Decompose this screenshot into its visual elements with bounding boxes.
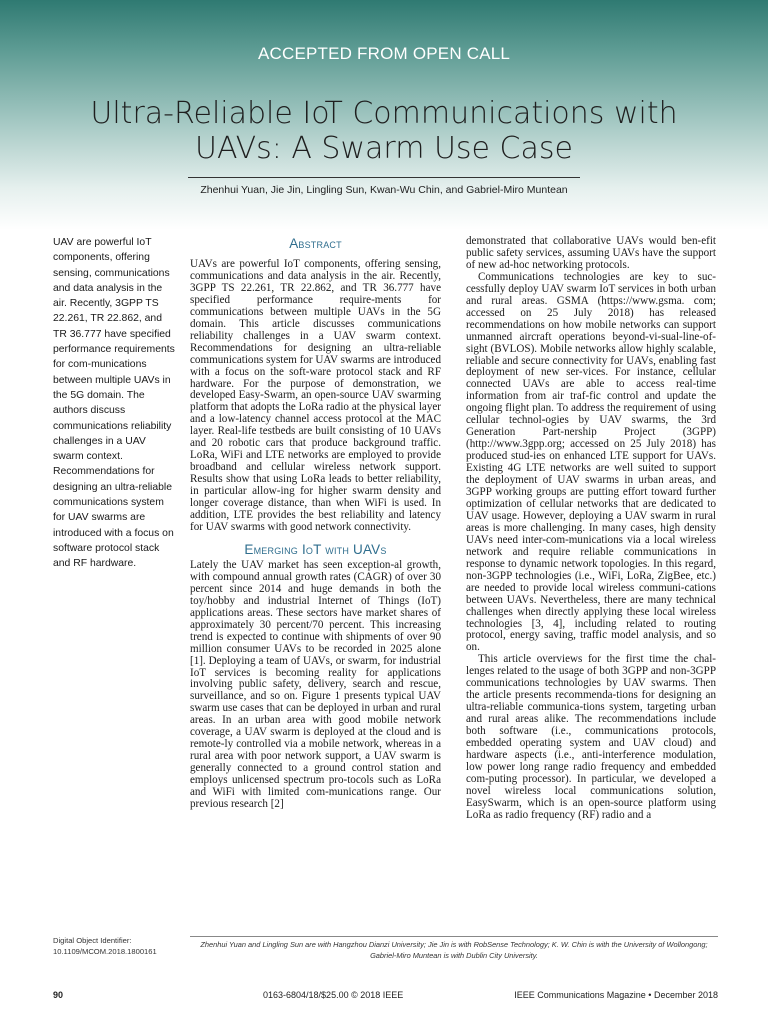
title-line-1: Ultra-Reliable IoT Communications with <box>90 96 678 131</box>
page-number: 90 <box>53 990 64 1000</box>
doi-block <box>53 935 183 957</box>
body-paragraph: Lately the UAV market has seen exception-al growth, with compound annual growth rates (CAGR) of over 30 percent since 2014 and huge demands in both the toy/hobby and industrial Internet of Things (IoT) applications areas. These sectors have market shares of approximately 30 percent/70 percent. This increasing trend is expected to continue with shipments of over 90 million consumer UAVs to be recorded in 2025 alone [1]. Deploying a team of UAVs, or swarm, for industrial IoT services is becoming reality for applications involving public safety, delivery, search and rescue, surveillance, and so on. Figure 1 presents typical UAV swarm use cases that can be deployed in urban and rural areas. In an urban area with good mobile network coverage, a UAV swarm is deployed at the cloud and is remote-ly controlled via a mobile network, whereas in a rural area with poor network support, a UAV swarm is generally connected to a ground control station and employs unlicensed spectrum pro-tocols such as LoRa and WiFi with limited com-munications range. Our previous research [2] <box>190 558 441 810</box>
footnote-line-1: Zhenhui Yuan and Lingling Sun are with Hangzhou Dianzi University; Jie Jin is with RobSense Technology; K. W. Chin is with the University of Wollongong; <box>200 940 708 949</box>
author-affiliations-footnote <box>190 936 718 961</box>
body-paragraph: This article overviews for the first time the chal-lenges related to the usage of both 3GPP and non-3GPP communications technologies by UAV swarms. Then the article presents recommenda-tions for designing an ultra-reliable communica-tions system, targeting urban and rural areas alike. The recommendations include both software (i.e., communications protocols, embedded operating system and UAV cloud) and hardware aspects (i.e., anti-interference modulation, low power long range radio frequency and embedded com-puting processor). In particular, we developed a novel wireless local communications solution, EasySwarm, which is an open-source platform using LoRa as radio frequency (RF) radio and a <box>466 653 716 821</box>
footnote-line-2: Gabriel-Miro Muntean is with Dublin City University. <box>370 951 538 960</box>
section-heading-emerging-iot: Emerging IoT with UAVs <box>244 541 387 557</box>
page-footer <box>53 990 718 1004</box>
abstract-text: UAVs are powerful IoT components, offering sensing, communications and data analysis in the air. Recently, 3GPP TS 22.261, TR 22.862, and TR 36.777 have specified performance require-ments for communications between multiple UAVs in the 5G domain. This article discusses communications reliability challenges in a UAV swarm context. Recommendations for designing an ultra-reliable communications system for UAV swarms are introduced with a focus on the soft-ware protocol stack and RF hardware. For the purpose of demonstration, we developed Easy-Swarm, an open-source UAV swarming platform that adopts the LoRa radio at the physical layer and a low-latency channel access protocol at the MAC layer. Real-life testbeds are built consisting of 10 UAVs and 20 robotic cars that produce background traffic. LoRa, WiFi and LTE networks are employed to provide broadband and cellular wireless network support. Results show that using LoRa leads to better reliability, in particular allow-ing for higher swarm density and longer coverage distance, than when WiFi is used. In addition, LTE provides the best reliability and latency for UAV swarms with good network connectivity. <box>190 258 442 533</box>
section-call-label: ACCEPTED FROM OPEN CALL <box>257 44 511 63</box>
author-list: Zhenhui Yuan, Jie Jin, Lingling Sun, Kwan-Wu Chin, and Gabriel-Miro Muntean <box>188 177 580 196</box>
abstract-heading: Abstract <box>289 236 342 251</box>
article-title <box>60 96 708 166</box>
issn-copyright: 0163-6804/18/$25.00 © 2018 IEEE <box>263 990 404 1000</box>
right-column <box>466 236 716 822</box>
doi-label: Digital Object Identifier: <box>53 936 132 945</box>
body-paragraph: Communications technologies are key to suc-cessfully deploy UAV swarm IoT services in both urban and rural areas. GSMA (https://www.gsma. com; accessed on 25 July 2018) has released recommendations on how mobile networks can support unmanned aircraft operations beyond-vi-sual-line-of-sight (BVLOS). Mobile networks allow highly scalable, reliable and secure connectivity for UAVs, enabling fast deployment of new ser-vices. For instance, cellular connected UAVs are able to access real-time information from air traf-fic control and update the ongoing flight plan. To address the requirement of using cellular technol-ogies by UAV swarms, the 3rd Generation Part-nership Project (3GPP) (http://www.3gpp.org; accessed on 25 July 2018) has produced stud-ies on enhanced LTE support for UAVs. Existing 4G LTE networks are well suited to support the deployment of UAV swarms in urban areas, and 3GPP working groups are putting effort toward further optimization of cellular networks that are dedicated to UAV usage. However, deploying a UAV swarm in rural areas is more challenging. In many cases, high density UAVs need inter-com-munications via a local wireless network and require reliable communications in response to dynamic network topologies. In this regard, non-3GPP technologies (i.e., WiFi, LoRa, ZigBee, etc.) are needed to provide local wireless communi-cations between UAVs. Nevertheless, there are many technical challenges when directly applying these local wireless technologies [3, 4], including related to routing protocol, energy saving, traffic model analysis, and so on. <box>466 270 716 654</box>
doi-value: 10.1109/MCOM.2018.1800161 <box>53 947 157 956</box>
title-line-2: UAVs: A Swarm Use Case <box>195 131 573 166</box>
body-paragraph-continued: demonstrated that collaborative UAVs would ben-efit public safety services, assuming UAVs have the support of new ad-hoc networking protocols. <box>466 235 716 271</box>
left-column <box>190 236 441 811</box>
sidebar-summary: UAV are powerful IoT components, offering sensing, communications and data analysis in the air. Recently, 3GPP TS 22.261, TR 22.862, and TR 36.777 have specified performance requirements for com-munications between multiple UAVs in the 5G domain. The authors discuss communications reliability challenges in a UAV swarm context. Recommendations for designing an ultra-reliable communications system for UAV swarms are introduced with a focus on software protocol stack and RF hardware. <box>53 237 175 570</box>
journal-issue: IEEE Communications Magazine • December 2018 <box>514 990 718 1000</box>
